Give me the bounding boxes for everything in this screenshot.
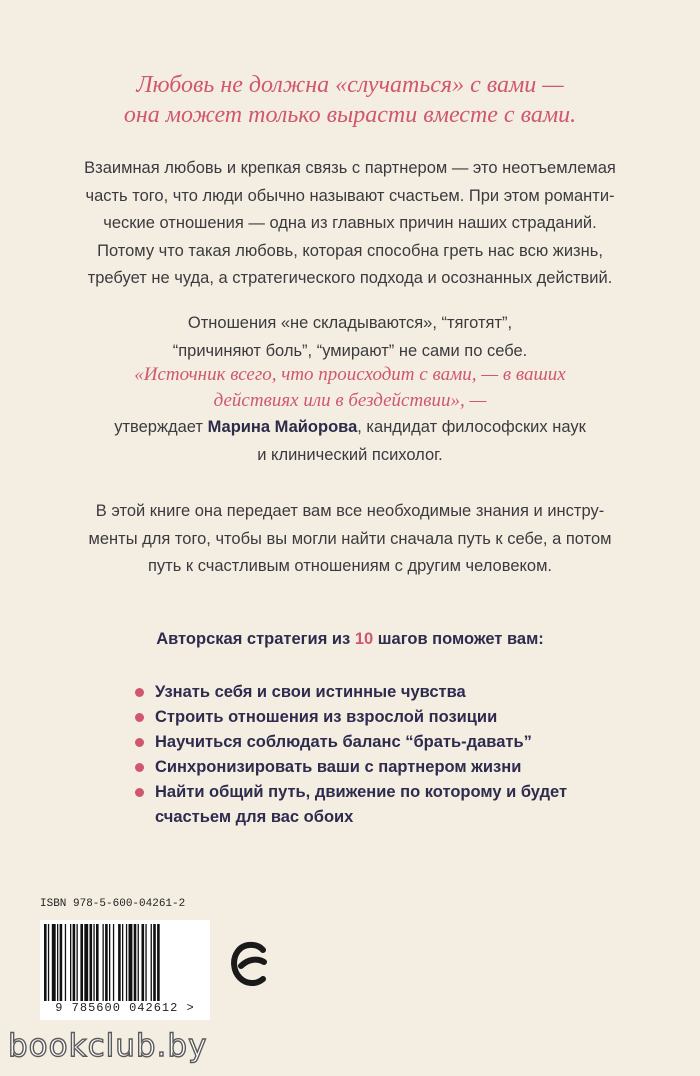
- text-line: ческие отношения — одна из главных причин наших страданий.: [103, 214, 597, 232]
- list-item-text: Синхронизировать ваши с партнером жизни: [155, 758, 522, 776]
- epigraph-line: она может только вырасти вместе с вами.: [123, 102, 577, 128]
- list-item-text: Научиться соблюдать баланс “брать-давать”: [155, 733, 532, 751]
- text-line: и клинический психолог.: [257, 445, 443, 464]
- text-line: путь к счастливым отношениям с другим человеком.: [147, 557, 553, 575]
- benefits-list: [135, 680, 567, 830]
- text-line: требует не чуда, а стратегического подхода и осознанных действий.: [87, 269, 613, 287]
- list-item: [135, 780, 567, 805]
- bullet-dot-icon: [135, 788, 144, 797]
- epigraph-line: Любовь не должна «случаться» с вами —: [136, 72, 564, 98]
- attribution-prefix: утверждает: [114, 418, 203, 436]
- strategy-heading: [40, 630, 660, 649]
- eksmo-e-logo-icon: [230, 940, 272, 988]
- strategy-steps-count: 10: [354, 630, 374, 648]
- barcode-bars: [44, 924, 206, 1002]
- bullet-dot-icon: [135, 738, 144, 747]
- list-item: [135, 755, 567, 780]
- bullet-dot-icon: [135, 688, 144, 697]
- intro-paragraph: [40, 155, 660, 293]
- text-line: часть того, что люди обычно называют счастьем. При этом романти-: [85, 186, 615, 205]
- strategy-heading-before: Авторская стратегия из: [156, 630, 351, 648]
- author-quote: [40, 362, 660, 414]
- text-line: “причиняют боль”, “умирают” не сами по себе.: [172, 341, 528, 360]
- watermark: bookclub.by: [8, 1028, 208, 1064]
- text-line: менты для того, чтобы вы могли найти сначала путь к себе, а потом: [88, 529, 612, 548]
- strategy-heading-after: шагов поможет вам:: [377, 630, 544, 648]
- book-description-paragraph: [40, 498, 660, 581]
- text-line: Потому что такая любовь, которая способна греть нас всю жизнь,: [97, 241, 603, 260]
- text-line: Взаимная любовь и крепкая связь с партнером — это неотъемлемая: [84, 159, 616, 177]
- author-attribution: [40, 414, 660, 469]
- list-item: [135, 680, 567, 705]
- relationships-paragraph: [40, 310, 660, 365]
- attribution-suffix: , кандидат философских наук: [357, 418, 586, 436]
- list-item-continuation: [135, 805, 567, 830]
- list-item-text: Строить отношения из взрослой позиции: [155, 708, 498, 726]
- list-item-text: Узнать себя и свои истинные чувства: [155, 683, 466, 701]
- list-item-text: счастьем для вас обоих: [155, 808, 354, 826]
- quote-line: действиях или в бездействии», —: [213, 390, 487, 411]
- list-item-text: Найти общий путь, движение по которому и будет: [155, 783, 568, 801]
- list-item: [135, 730, 567, 755]
- bullet-dot-icon: [135, 763, 144, 772]
- list-item: [135, 705, 567, 730]
- quote-line: «Источник всего, что происходит с вами, — в ваших: [134, 364, 566, 385]
- text-line: В этой книге она передает вам все необходимые знания и инстру-: [95, 502, 605, 520]
- bullet-dot-icon: [135, 713, 144, 722]
- epigraph: [60, 70, 640, 130]
- text-line: Отношения «не складываются», “тяготят”,: [187, 314, 513, 332]
- author-name: Марина Майорова: [207, 418, 358, 436]
- isbn-label: ISBN 978-5-600-04261-2: [40, 898, 186, 910]
- barcode-digits: 9 785600 042612 >: [40, 1001, 210, 1015]
- text-line: [40, 414, 660, 442]
